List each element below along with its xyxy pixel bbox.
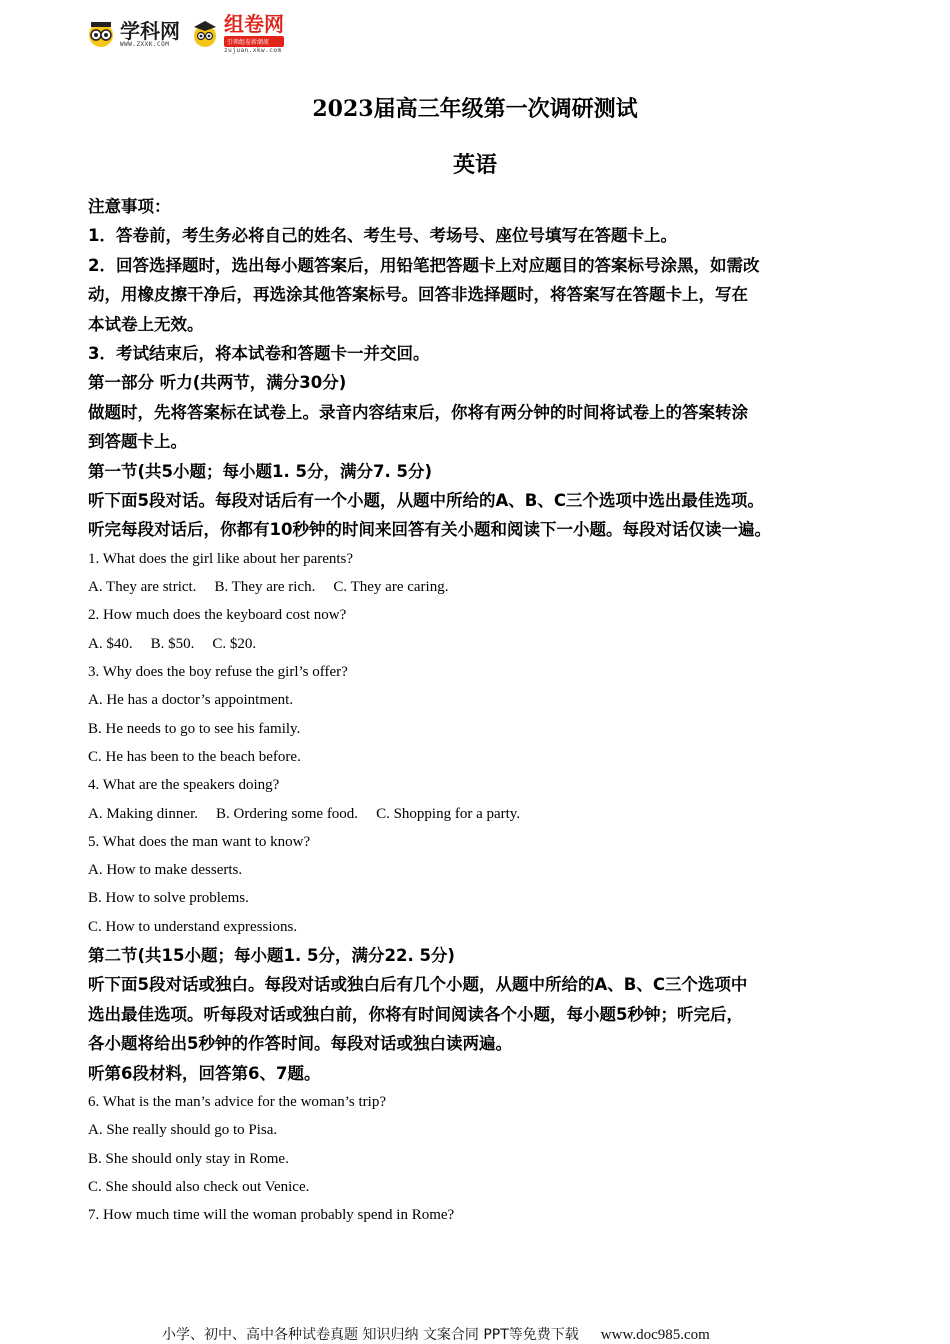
section2-heading: 第二节(共15小题；每小题1. 5分，满分22. 5分) (88, 946, 455, 966)
option-a: A. She really should go to Pisa. (88, 1122, 278, 1139)
option-c: C. Shopping for a party. (376, 805, 521, 822)
question-options (88, 630, 888, 658)
mascot-icon (190, 19, 220, 49)
part1-instruction: 做题时，先将答案标在试卷上。录音内容结束后，你将有两分钟的时间将试卷上的答案转涂 (88, 402, 748, 422)
option-a: A. Making dinner. (88, 805, 198, 822)
footer (162, 1324, 710, 1344)
question-stem: 3. Why does the boy refuse the girl’s offer? (88, 664, 348, 681)
notes-line: 动，用橡皮擦干净后，再选涂其他答案标号。回答非选择题时，将答案写在答题卡上，写在 (88, 285, 748, 305)
owl-mascot-icon (86, 19, 116, 49)
option-c: C. $20. (212, 635, 257, 652)
notes-heading: 注意事项： (88, 197, 171, 216)
question-stem: 2. How much does the keyboard cost now? (88, 607, 347, 624)
exam-title: 2023届高三年级第一次调研测试 (312, 96, 638, 122)
section2-instruction: 各小题将给出5秒钟的作答时间。每段对话或独白读两遍。 (88, 1034, 512, 1054)
question-options (88, 800, 888, 828)
question-options (88, 573, 888, 601)
notes-line: 3．考试结束后，将本试卷和答题卡一并交回。 (88, 344, 430, 364)
header-logos (86, 14, 284, 54)
option-b: B. $50. (150, 635, 195, 652)
option-a: A. He has a doctor’s appointment. (88, 692, 294, 709)
option-a: A. How to make desserts. (88, 862, 243, 879)
section1-instruction: 听完每段对话后，你都有10秒钟的时间来回答有关小题和阅读下一小题。每段对话仅读一遍。 (88, 520, 771, 540)
option-b: B. Ordering some food. (216, 805, 359, 822)
option-b: B. He needs to go to see his family. (88, 720, 301, 737)
option-c: C. She should also check out Venice. (88, 1178, 310, 1195)
question-stem: 7. How much time will the woman probably spend in Rome? (88, 1207, 455, 1224)
part1-instruction: 到答题卡上。 (88, 432, 187, 452)
exam-subject: 英语 (452, 152, 497, 178)
part1-heading: 第一部分 听力(共两节，满分30分) (88, 373, 347, 393)
material-heading: 听第6段材料，回答第6、7题。 (88, 1063, 321, 1083)
zujuan-logo (190, 14, 284, 54)
zujuan-logo-badge: 引领组卷新潮流 (224, 36, 284, 47)
zxxk-logo (86, 19, 180, 49)
option-c: C. How to understand expressions. (88, 918, 298, 935)
zxxk-logo-url: WWW.ZXXK.COM (120, 40, 170, 48)
option-a: A. $40. (88, 635, 133, 652)
zujuan-logo-title: 组卷网 (224, 12, 284, 36)
zxxk-logo-title: 学科网 (120, 18, 180, 43)
exam-content (88, 192, 888, 1230)
zujuan-logo-url: zujuan.xkw.com (224, 47, 282, 54)
notes-line: 2．回答选择题时，选出每小题答案后，用铅笔把答题卡上对应题目的答案标号涂黑，如需改 (88, 255, 760, 275)
notes-line: 1．答卷前，考生务必将自己的姓名、考生号、考场号、座位号填写在答题卡上。 (88, 226, 677, 246)
notes-line: 本试卷上无效。 (88, 314, 204, 334)
section1-instruction: 听下面5段对话。每段对话后有一个小题，从题中所给的A、B、C三个选项中选出最佳选项。 (88, 491, 764, 511)
section2-instruction: 听下面5段对话或独白。每段对话或独白后有几个小题，从题中所给的A、B、C三个选项中 (88, 975, 748, 995)
section1-heading: 第一节(共5小题；每小题1. 5分，满分7. 5分) (88, 461, 433, 481)
question-stem: 5. What does the man want to know? (88, 833, 311, 850)
option-b: B. How to solve problems. (88, 890, 249, 907)
footer-url[interactable]: www.doc985.com (600, 1327, 710, 1343)
question-stem: 6. What is the man’s advice for the woman’s trip? (88, 1094, 386, 1111)
section2-instruction: 选出最佳选项。听每段对话或独白前，你将有时间阅读各个小题，每小题5秒钟；听完后， (88, 1004, 743, 1024)
option-b: B. She should only stay in Rome. (88, 1150, 289, 1167)
question-stem: 1. What does the girl like about her parents? (88, 550, 354, 567)
footer-text: 小学、初中、高中各种试卷真题 知识归纳 文案合同 PPT等免费下载 (162, 1327, 579, 1343)
option-b: B. They are rich. (214, 579, 316, 596)
option-c: C. He has been to the beach before. (88, 748, 301, 765)
question-stem: 4. What are the speakers doing? (88, 777, 280, 794)
option-a: A. They are strict. (88, 579, 197, 596)
option-c: C. They are caring. (333, 579, 449, 596)
